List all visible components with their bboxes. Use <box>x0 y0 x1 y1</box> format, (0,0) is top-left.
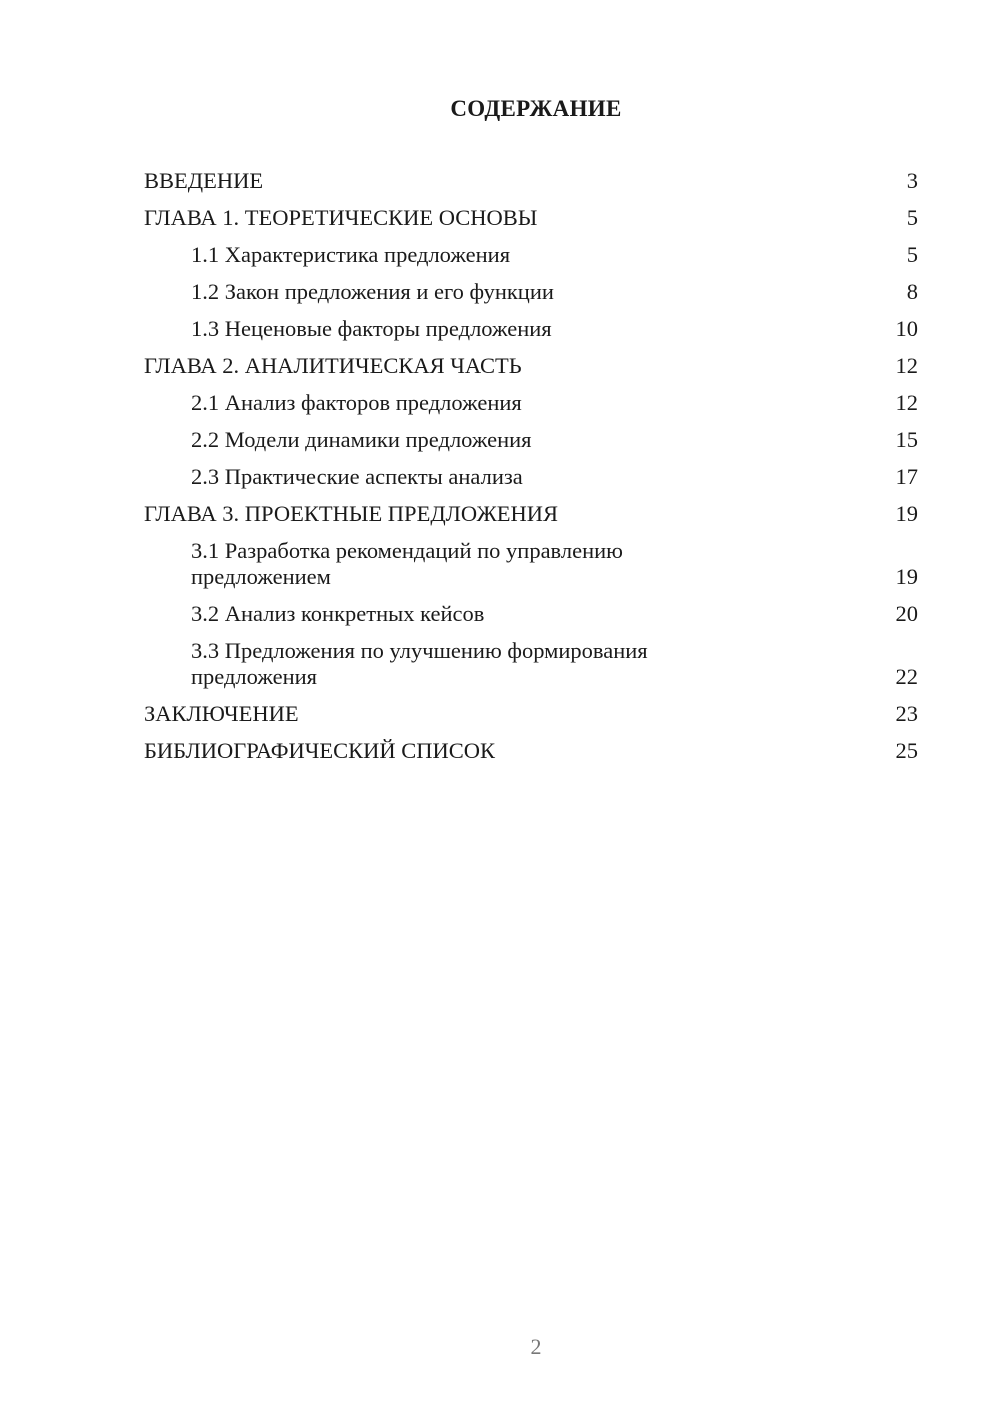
toc-entry[interactable] <box>144 242 918 268</box>
toc-entry-text: 2.1 Анализ факторов предложения <box>191 390 522 415</box>
toc-entry-page: 5 <box>906 242 918 267</box>
toc-entry-page: 12 <box>895 353 918 378</box>
toc-entry-text: ГЛАВА 2. АНАЛИТИЧЕСКАЯ ЧАСТЬ <box>144 353 522 378</box>
toc-entry-page: 10 <box>895 316 918 341</box>
toc-entry[interactable] <box>144 427 918 453</box>
toc-entry-page: 8 <box>906 279 918 304</box>
toc-entry-page: 19 <box>895 501 918 526</box>
toc-entry-page: 19 <box>895 564 918 589</box>
toc-entry-text: ГЛАВА 3. ПРОЕКТНЫЕ ПРЕДЛОЖЕНИЯ <box>144 501 559 526</box>
toc-entry-text: 3.3 Предложения по улучшению формирования предложения <box>191 638 648 689</box>
toc-entry-page: 23 <box>895 701 918 726</box>
toc-entry-page: 22 <box>895 664 918 689</box>
toc-entry[interactable] <box>144 738 918 764</box>
toc-entry-text: 2.2 Модели динамики предложения <box>191 427 532 452</box>
toc-entry[interactable] <box>144 501 918 527</box>
toc-entry[interactable] <box>144 701 918 727</box>
toc-entry-text: ВВЕДЕНИЕ <box>144 168 264 193</box>
toc-entry-page: 17 <box>895 464 918 489</box>
toc-entry-text: БИБЛИОГРАФИЧЕСКИЙ СПИСОК <box>144 738 496 763</box>
toc-entry[interactable] <box>144 638 918 690</box>
toc-title: СОДЕРЖАНИЕ <box>450 96 622 121</box>
toc-entry[interactable] <box>144 464 918 490</box>
page-number: 2 <box>530 1334 542 1359</box>
toc-entry-text: ЗАКЛЮЧЕНИЕ <box>144 701 299 726</box>
toc-entry[interactable] <box>144 316 918 342</box>
toc-entry-text: 1.1 Характеристика предложения <box>191 242 511 267</box>
toc-entry-page: 12 <box>895 390 918 415</box>
toc-entry-text: ГЛАВА 1. ТЕОРЕТИЧЕСКИЕ ОСНОВЫ <box>144 205 538 230</box>
toc-entry-text: 3.1 Разработка рекомендаций по управлению предложением <box>191 538 623 589</box>
toc-entry[interactable] <box>144 168 918 194</box>
table-of-contents <box>144 168 918 775</box>
toc-entry-text: 1.3 Неценовые факторы предложения <box>191 316 552 341</box>
toc-entry-text: 1.2 Закон предложения и его функции <box>191 279 554 304</box>
toc-entry[interactable] <box>144 601 918 627</box>
toc-entry-text: 3.2 Анализ конкретных кейсов <box>191 601 485 626</box>
toc-entry-page: 20 <box>895 601 918 626</box>
toc-entry[interactable] <box>144 390 918 416</box>
toc-entry-page: 5 <box>906 205 918 230</box>
toc-entry-page: 15 <box>895 427 918 452</box>
toc-entry[interactable] <box>144 279 918 305</box>
toc-entry[interactable] <box>144 353 918 379</box>
toc-entry[interactable] <box>144 205 918 231</box>
toc-entry-page: 25 <box>895 738 918 763</box>
toc-entry-page: 3 <box>906 168 918 193</box>
toc-entry-text: 2.3 Практические аспекты анализа <box>191 464 523 489</box>
toc-entry[interactable] <box>144 538 918 590</box>
